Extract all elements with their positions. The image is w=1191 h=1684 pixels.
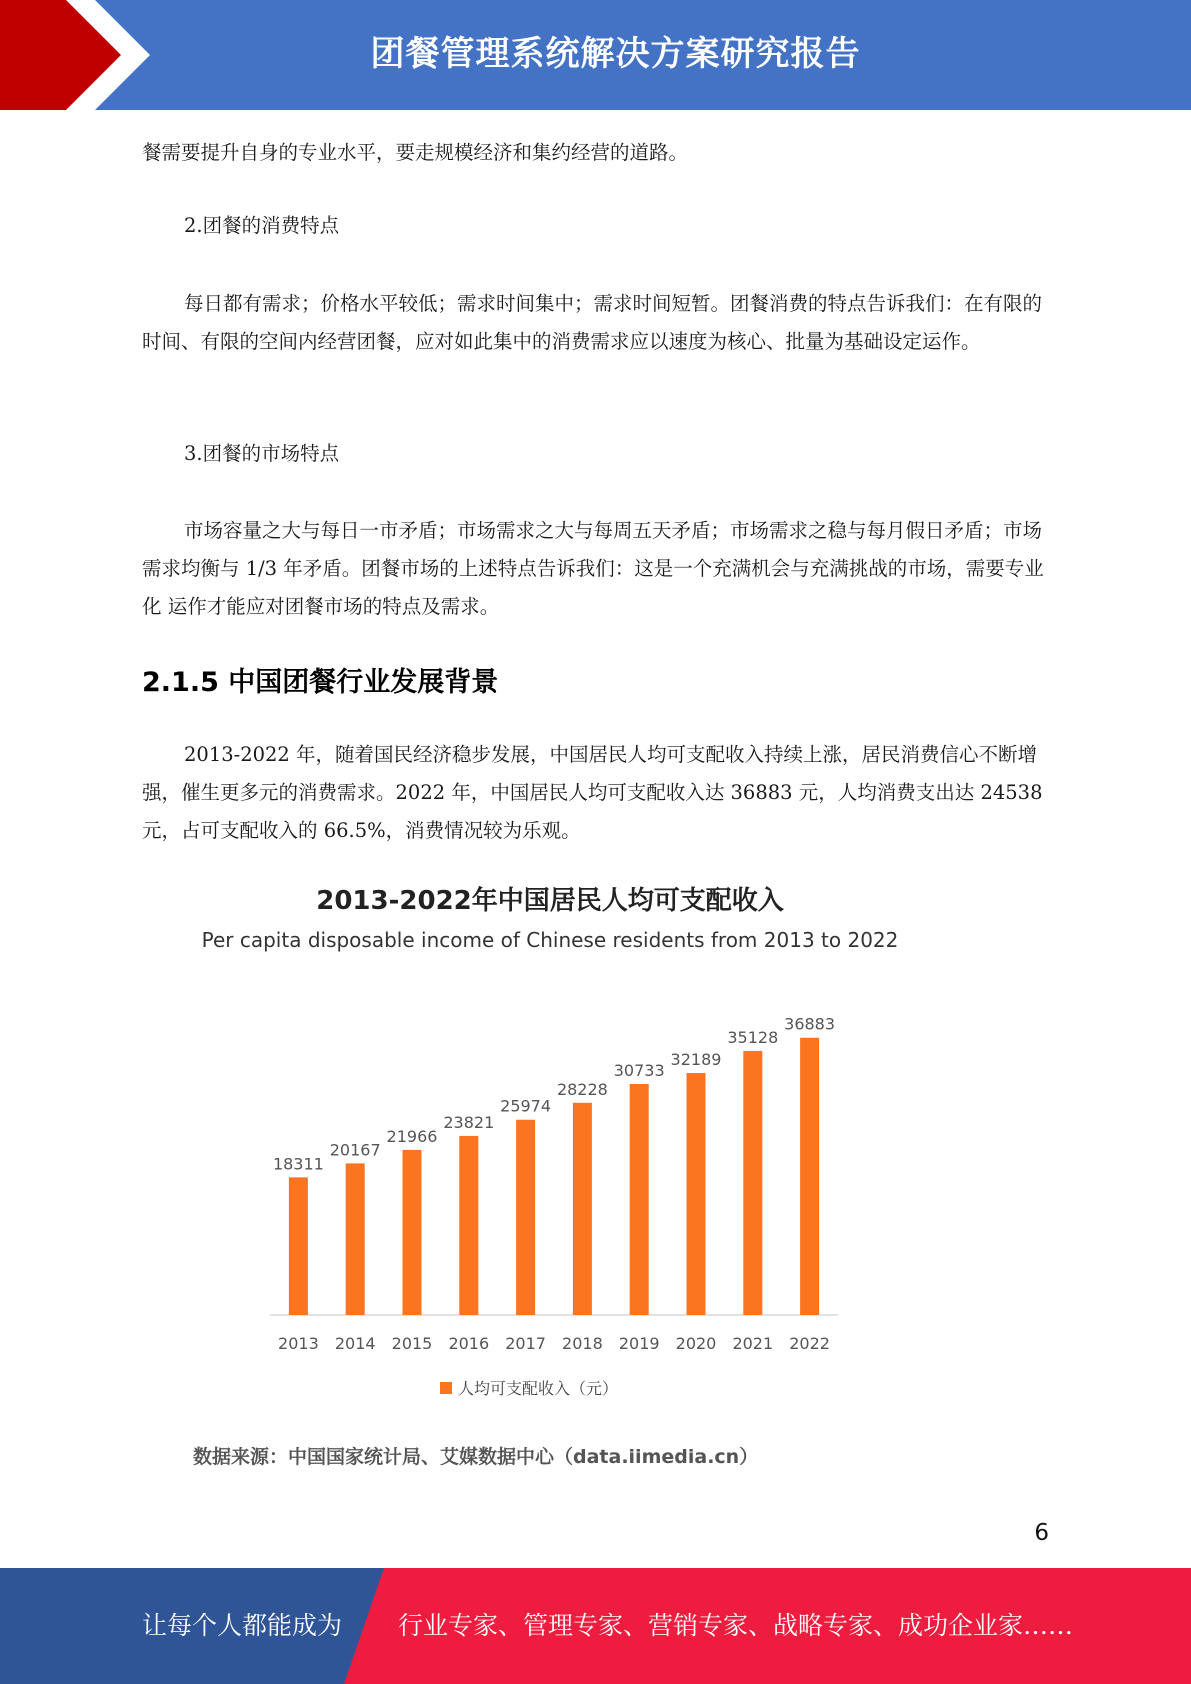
page-header	[0, 0, 1191, 110]
bar-value-label: 32189	[670, 1050, 722, 1070]
footer-slogan-right: 行业专家、管理专家、营销专家、战略专家、成功企业家……	[398, 1611, 1074, 1640]
x-tick-label: 2021	[732, 1334, 774, 1353]
section-heading: 2.1.5 中国团餐行业发展背景	[142, 667, 499, 698]
bar-2016	[459, 1136, 478, 1315]
bar-2019	[630, 1084, 649, 1315]
x-tick-label: 2022	[789, 1334, 830, 1353]
bar-2022	[800, 1038, 819, 1315]
subheading-consumption: 2.团餐的消费特点	[184, 214, 340, 237]
bar-value-label: 35128	[727, 1027, 779, 1047]
bar-value-label: 28228	[556, 1079, 608, 1099]
paragraph-background: 2013-2022 年，随着国民经济稳步发展，中国居民人均可支配收入持续上涨，居民消费信心不断增强，催生更多元的消费需求。2022 年，中国居民人均可支配收入达 36883 元，人均消费支出达 24538 元，占可支配收入的 66.5%，消费情况较为乐观。	[142, 743, 1043, 842]
footer-slogan-left: 让每个人都能成为	[142, 1611, 343, 1640]
bar-2021	[743, 1051, 762, 1315]
bar-value-label: 36883	[784, 1014, 836, 1034]
paragraph-continuation: 餐需要提升自身的专业水平，要走规模经济和集约经营的道路。	[142, 141, 689, 164]
document-title: 团餐管理系统解决方案研究报告	[370, 34, 861, 74]
bar-value-label: 25974	[500, 1096, 552, 1116]
bar-2020	[687, 1073, 706, 1315]
bar-2013	[289, 1177, 308, 1315]
bar-value-label: 23821	[443, 1112, 495, 1132]
x-tick-label: 2019	[618, 1334, 660, 1353]
bar-2018	[573, 1103, 592, 1315]
x-tick-label: 2020	[675, 1334, 717, 1353]
paragraph-market: 市场容量之大与每日一市矛盾；市场需求之大与每周五天矛盾；市场需求之稳与每月假日矛盾；市场需求均衡与 1/3 年矛盾。团餐市场的上述特点告诉我们：这是一个充满机会与充满挑战的市场，需要专业化 运作才能应对团餐市场的特点及需求。	[142, 519, 1044, 618]
x-tick-label: 2016	[448, 1334, 490, 1353]
bar-value-label: 20167	[329, 1140, 381, 1160]
legend-swatch	[440, 1382, 452, 1394]
x-tick-label: 2015	[391, 1334, 433, 1353]
chart-subtitle: Per capita disposable income of Chinese residents from 2013 to 2022	[201, 928, 899, 952]
chart-source: 数据来源：中国国家统计局、艾媒数据中心（data.iimedia.cn）	[193, 1446, 759, 1468]
bar-2017	[516, 1120, 535, 1315]
bar-2014	[346, 1163, 365, 1315]
x-tick-label: 2013	[278, 1334, 319, 1353]
x-tick-label: 2014	[334, 1334, 376, 1353]
paragraph-consumption: 每日都有需求；价格水平较低；需求时间集中；需求时间短暂。团餐消费的特点告诉我们：在有限的时间、有限的空间内经营团餐，应对如此集中的消费需求应以速度为核心、批量为基础设定运作。	[142, 292, 1043, 353]
x-tick-label: 2017	[505, 1334, 546, 1353]
income-bar-chart	[260, 990, 860, 1360]
page-number: 6	[1034, 1520, 1049, 1546]
bar-value-label: 21966	[386, 1126, 438, 1146]
bar-value-label: 18311	[272, 1154, 324, 1174]
page-footer	[0, 1568, 1191, 1684]
chart-legend	[440, 1376, 618, 1399]
subheading-market: 3.团餐的市场特点	[184, 442, 340, 465]
bar-2015	[403, 1150, 422, 1315]
bar-value-label: 30733	[613, 1060, 665, 1080]
legend-label: 人均可支配收入（元）	[458, 1379, 619, 1398]
chart-title: 2013-2022年中国居民人均可支配收入	[316, 886, 784, 916]
x-tick-label: 2018	[562, 1334, 603, 1353]
